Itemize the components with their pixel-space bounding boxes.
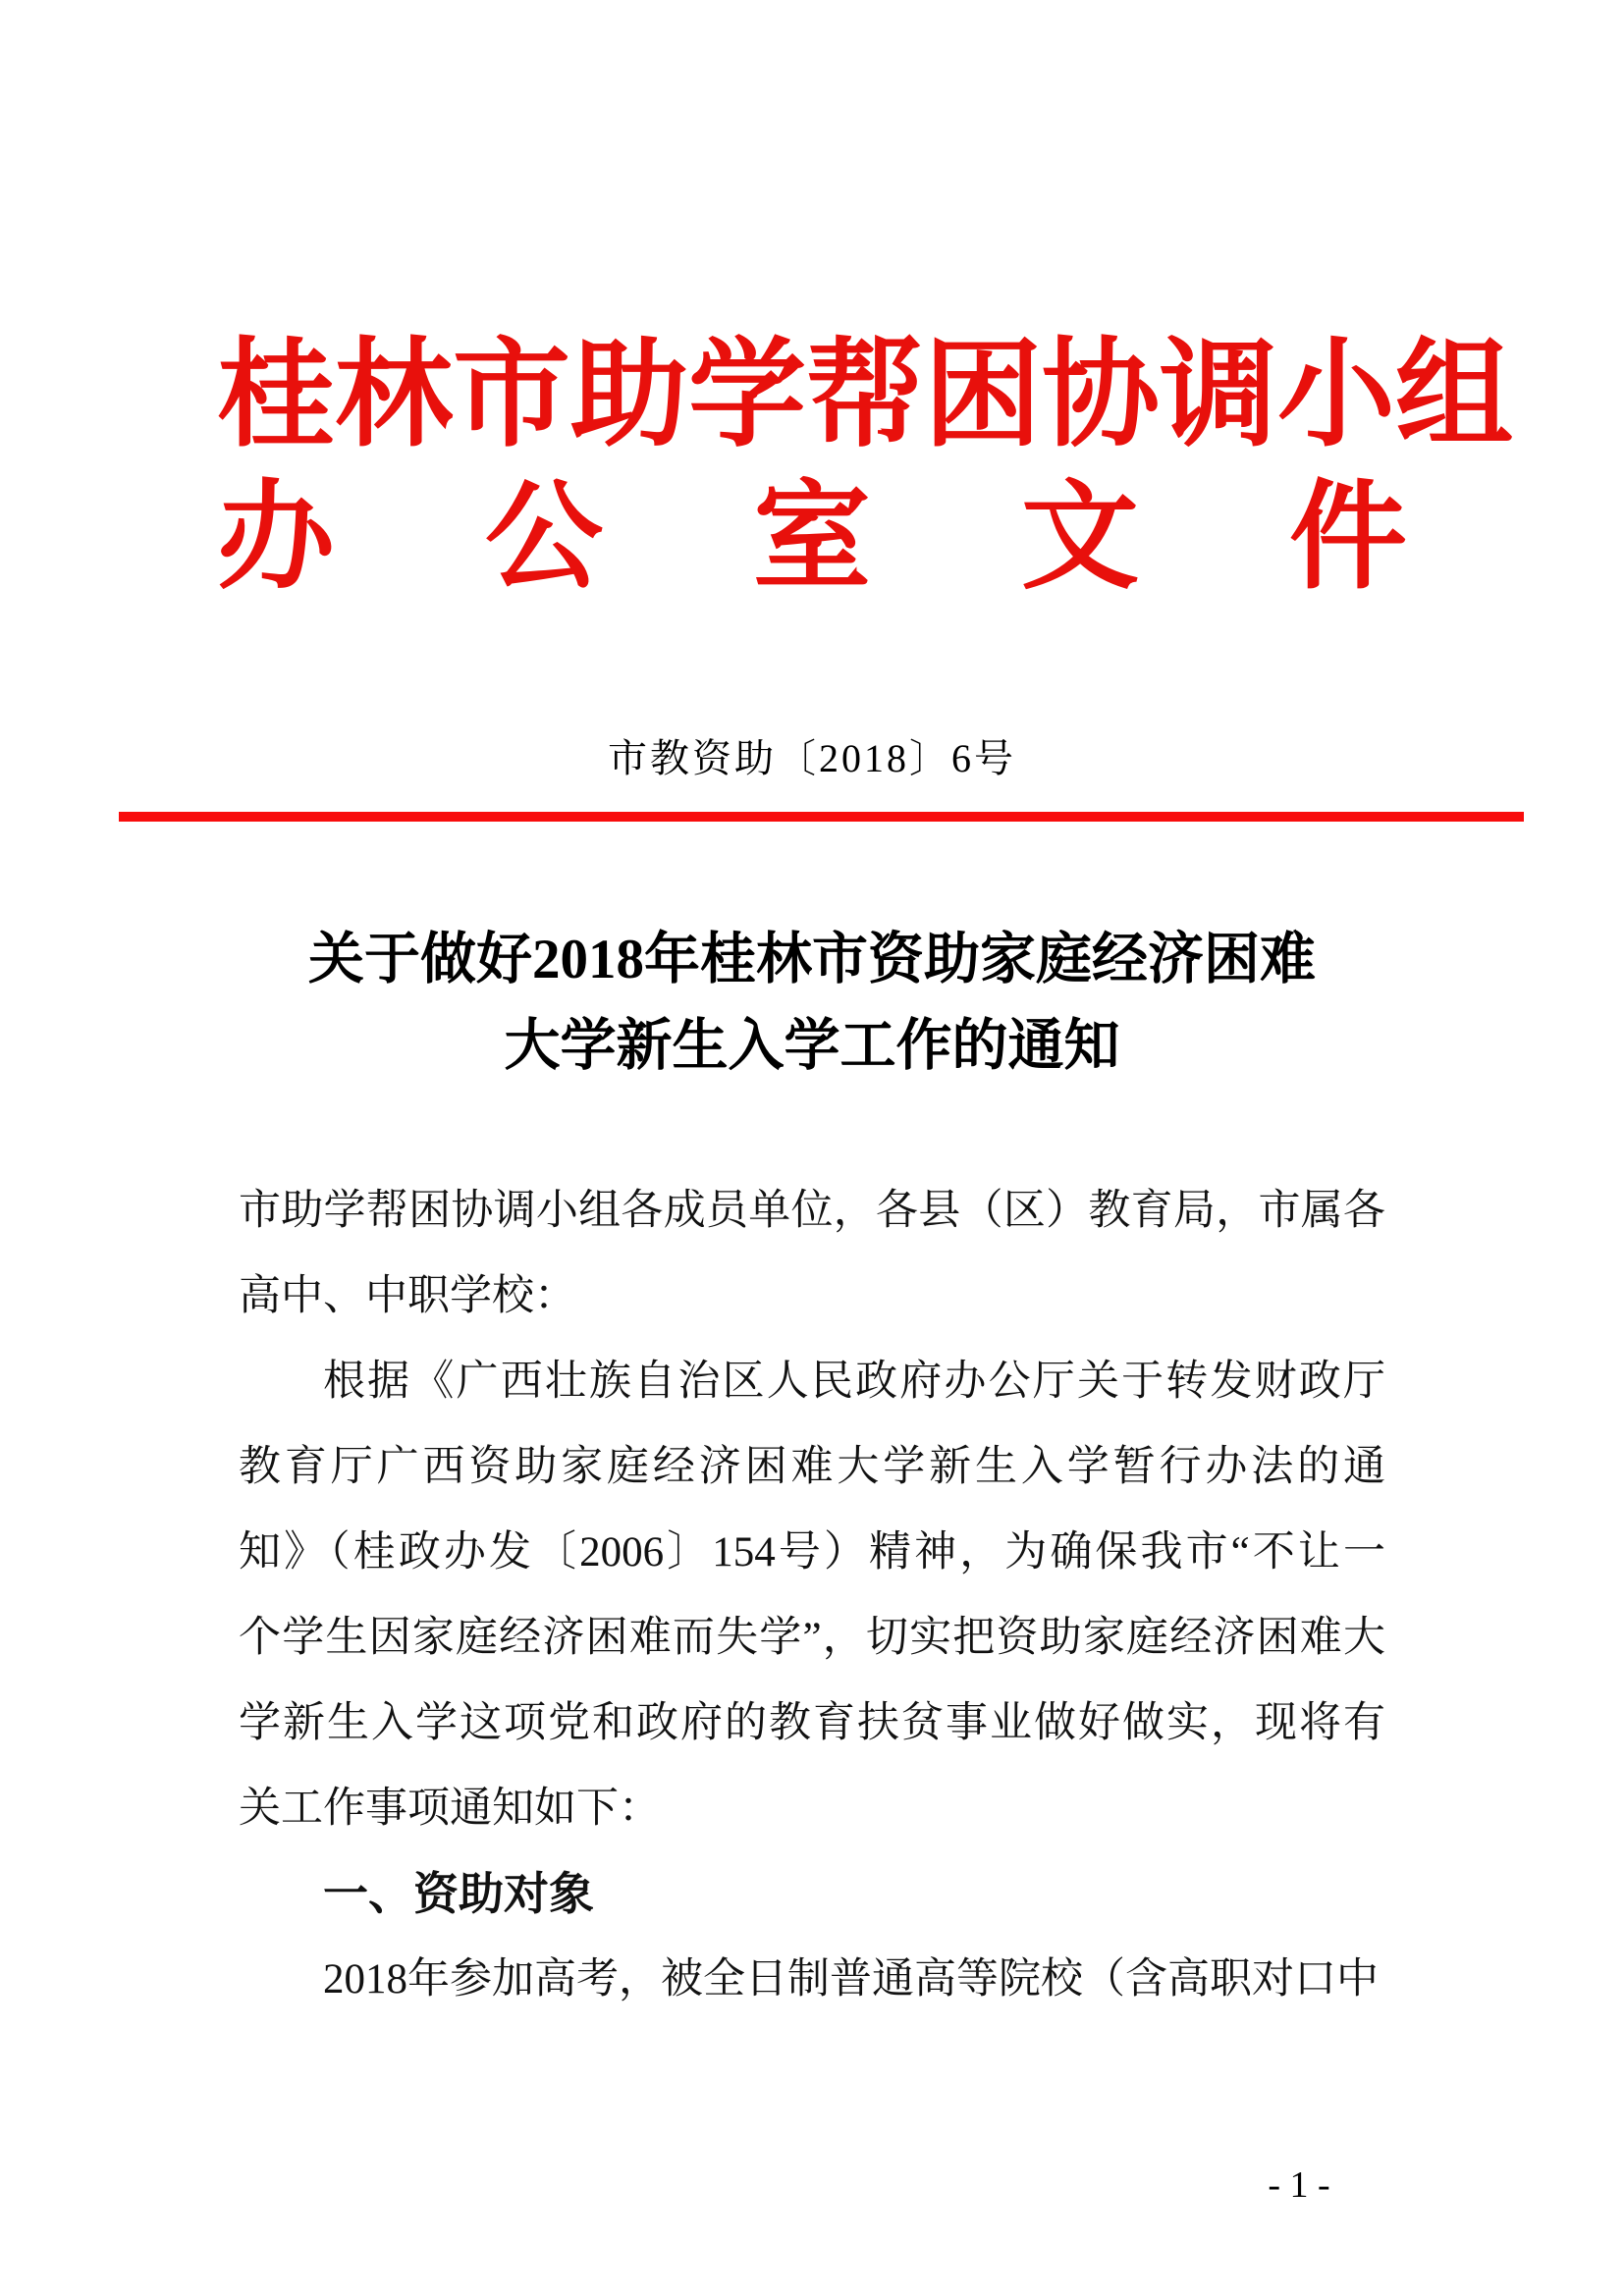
body-line-paragraph-7: 2018年参加高考，被全日制普通高等院校（含高职对口中 bbox=[323, 1956, 1379, 2002]
body-line-paragraph-6: 关工作事项通知如下： bbox=[239, 1786, 661, 1832]
document-title-line1: 关于做好2018年桂林市资助家庭经济困难 bbox=[308, 929, 1316, 990]
letterhead-org-name: 桂 林 市 助 学 帮 困 协 调 小 组 bbox=[217, 330, 1513, 460]
letterhead bbox=[217, 324, 1513, 609]
body-line-paragraph-5: 学新生入学这项党和政府的教育扶贫事业做好做实，现将有 bbox=[239, 1700, 1385, 1746]
document-body bbox=[239, 1168, 1385, 2022]
body-line-paragraph-1: 根据《广西壮族自治区人民政府办公厅关于转发财政厅 bbox=[323, 1359, 1385, 1405]
document-title-line2: 大学新生入学工作的通知 bbox=[504, 1015, 1120, 1077]
body-line-paragraph-2: 教育厅广西资助家庭经济困难大学新生入学暂行办法的通 bbox=[239, 1444, 1385, 1490]
red-divider-line bbox=[119, 812, 1524, 822]
body-line-salutation-2: 高中、中职学校： bbox=[239, 1273, 576, 1319]
document-number: 市教资助〔2018〕6号 bbox=[608, 736, 1016, 780]
letterhead-office-title: 办 公 室 文 件 bbox=[217, 472, 1407, 603]
body-line-paragraph-3: 知》（桂政办发〔2006〕154号）精神，为确保我市“不让一 bbox=[239, 1529, 1385, 1575]
body-line-salutation-1: 市助学帮困协调小组各成员单位，各县（区）教育局，市属各 bbox=[239, 1188, 1385, 1234]
body-line-paragraph-4: 个学生因家庭经济困难而失学”，切实把资助家庭经济困难大 bbox=[239, 1615, 1385, 1661]
document-title bbox=[0, 917, 1624, 1090]
section-heading-funding-targets: 一、资助对象 bbox=[323, 1868, 594, 1919]
page-number: - 1 - bbox=[1268, 2164, 1330, 2206]
